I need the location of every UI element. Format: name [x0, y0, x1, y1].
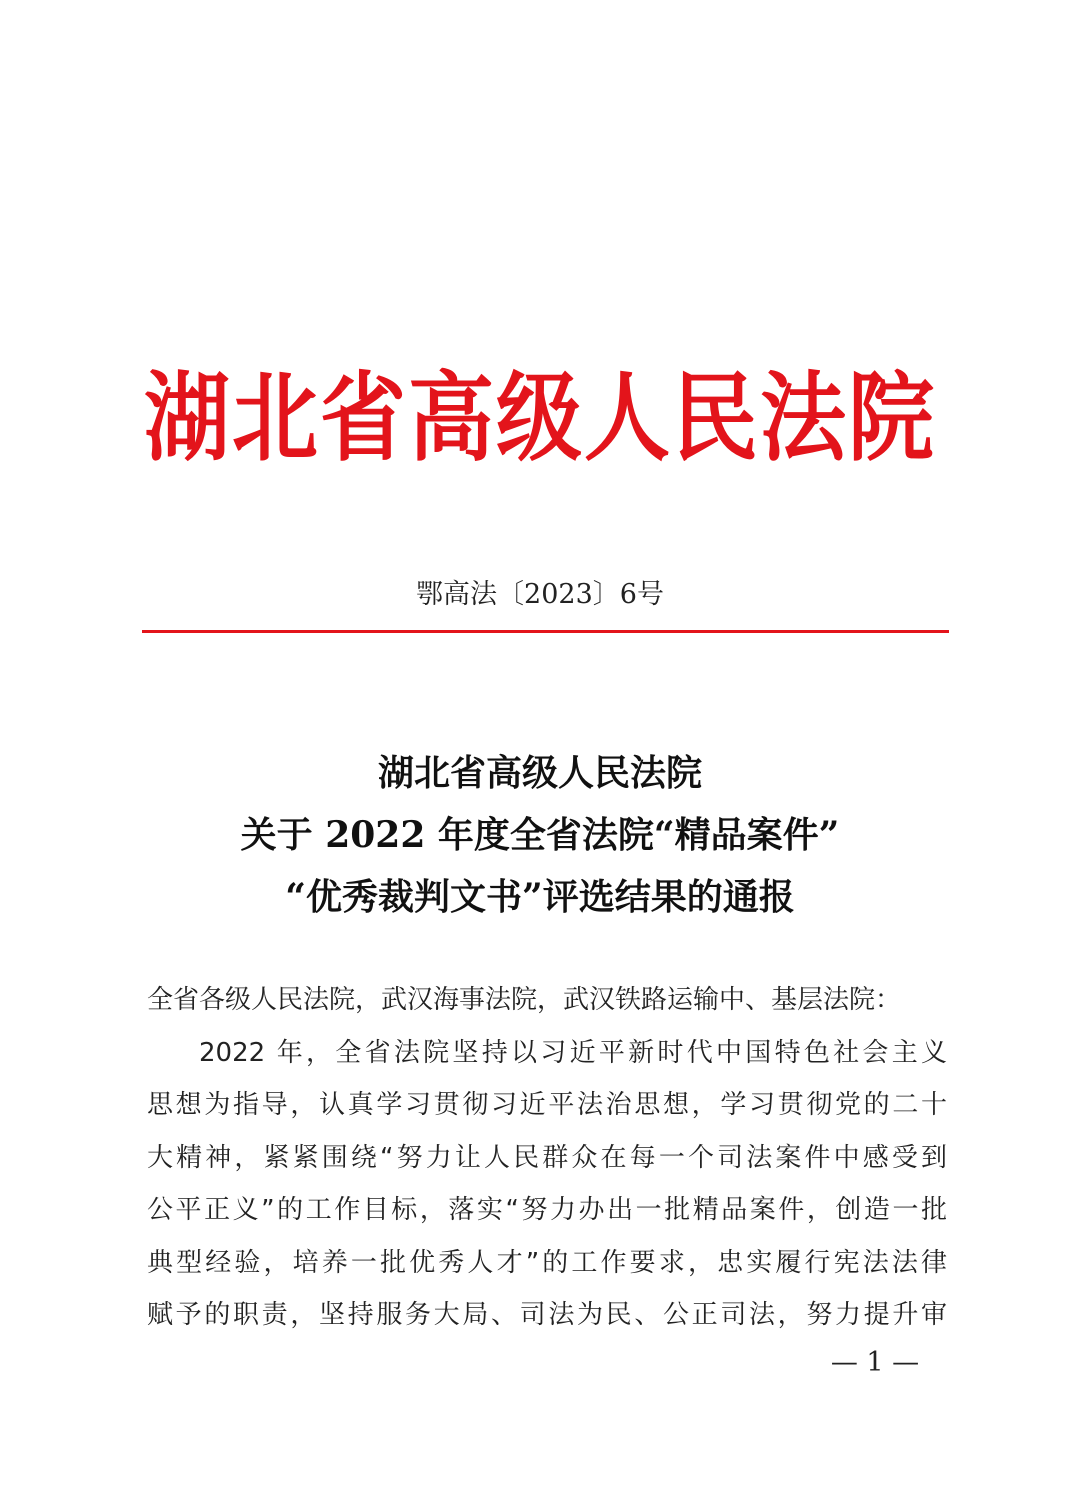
salutation: 全省各级人民法院，武汉海事法院，武汉铁路运输中、基层法院：: [147, 985, 902, 1015]
document-number: 鄂高法〔2023〕6号: [416, 579, 664, 610]
document-body: [147, 974, 947, 1342]
title-line-3: “优秀裁判文书”评选结果的通报: [285, 876, 795, 918]
body-line: 2022 年，全省法院坚持以习近平新时代中国特色社会主义: [199, 1037, 947, 1068]
issuer-masthead: 湖北省高级人民法院: [144, 362, 936, 476]
body-line: 赋予的职责，坚持服务大局、司法为民、公正司法，努力提升审: [147, 1300, 947, 1330]
title-line-2: 关于 2022 年度全省法院“精品案件”: [240, 814, 840, 856]
body-line: 公平正义”的工作目标，落实“努力办出一批精品案件，创造一批: [147, 1195, 947, 1225]
body-line: 大精神，紧紧围绕“努力让人民群众在每一个司法案件中感受到: [147, 1142, 947, 1173]
page-number: — 1 —: [830, 1347, 920, 1378]
red-divider-line: [142, 630, 949, 633]
body-line: 思想为指导，认真学习贯彻习近平法治思想，学习贯彻党的二十: [147, 1090, 947, 1120]
document-title: [0, 742, 1080, 928]
title-line-1: 湖北省高级人民法院: [377, 752, 702, 794]
body-line: 典型经验，培养一批优秀人才”的工作要求，忠实履行宪法法律: [147, 1247, 947, 1278]
